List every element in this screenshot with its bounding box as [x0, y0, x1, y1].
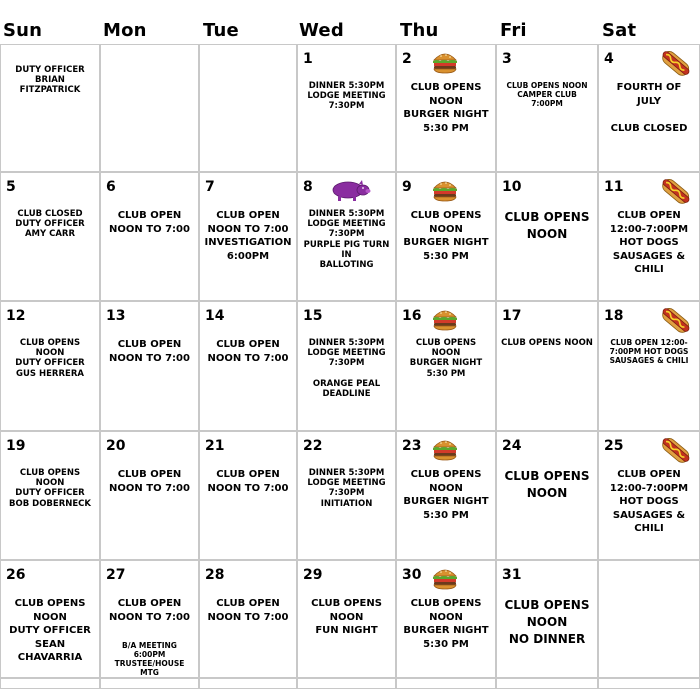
day-cell[interactable]: [100, 172, 199, 301]
day-cell[interactable]: [199, 560, 297, 678]
day-number: 3: [502, 51, 512, 67]
weekday-sun: Sun: [3, 20, 43, 41]
day-number: 22: [303, 438, 323, 454]
day-cell[interactable]: [100, 301, 199, 431]
purple-pig-icon: [328, 178, 372, 206]
event-text: DINNER 5:30PM LODGE MEETING 7:30PM ORANGE PEAL DEADLINE: [307, 338, 386, 399]
event-text: CLUB OPENS NOON: [504, 210, 590, 241]
calendar-grid: [0, 44, 700, 689]
day-cell[interactable]: [396, 560, 496, 678]
weekday-fri: Fri: [500, 20, 527, 41]
event-text: DUTY OFFICER BRIAN FITZPATRICK: [15, 65, 85, 96]
day-cell[interactable]: [598, 44, 700, 172]
event-text: CLUB OPENS NOON: [504, 469, 590, 500]
event-extra-text: B/A MEETING 6:00PM TRUSTEE/HOUSE MTG: [114, 641, 185, 677]
event-text: CLUB OPENS NOON CAMPER CLUB 7:00PM: [506, 81, 588, 108]
day-number: 14: [205, 308, 225, 324]
day-number: 5: [6, 179, 16, 195]
day-number: 25: [604, 438, 624, 454]
day-cell[interactable]: [598, 431, 700, 560]
day-cell[interactable]: [598, 172, 700, 301]
event-text: CLUB OPENS NOON DUTY OFFICER SEAN CHAVARRIA: [9, 598, 91, 663]
event-text: DINNER 5:30PM LODGE MEETING 7:30PM: [307, 81, 386, 112]
day-number: 13: [106, 308, 126, 324]
day-number: 20: [106, 438, 126, 454]
event-text: CLUB OPEN NOON TO 7:00: [109, 469, 190, 494]
day-cell[interactable]: [396, 431, 496, 560]
hamburger-icon: [431, 437, 459, 465]
event-text: CLUB OPENS NOON BURGER NIGHT 5:30 PM: [403, 82, 489, 134]
weekday-mon: Mon: [103, 20, 147, 41]
event-text: CLUB OPENS NOON DUTY OFFICER BOB DOBERNECK: [9, 468, 91, 509]
day-cell: [199, 678, 297, 689]
day-number: 31: [502, 567, 522, 583]
hamburger-icon: [431, 307, 459, 335]
day-cell[interactable]: [100, 431, 199, 560]
event-text: CLUB OPENS NOON BURGER NIGHT 5:30 PM: [403, 210, 489, 262]
day-cell[interactable]: [297, 560, 396, 678]
weekday-tue: Tue: [203, 20, 239, 41]
hotdog-icon: [659, 434, 693, 470]
day-number: 6: [106, 179, 116, 195]
hotdog-icon: [659, 304, 693, 340]
day-cell[interactable]: [199, 431, 297, 560]
day-cell[interactable]: [496, 172, 598, 301]
day-cell[interactable]: [496, 301, 598, 431]
day-cell[interactable]: [496, 431, 598, 560]
day-cell: [0, 678, 100, 689]
day-number: 29: [303, 567, 323, 583]
day-cell[interactable]: [396, 44, 496, 172]
weekday-header: [0, 0, 700, 44]
day-number: 10: [502, 179, 522, 195]
event-text: CLUB OPEN NOON TO 7:00: [207, 598, 289, 623]
event-text: DINNER 5:30PM LODGE MEETING 7:30PM PURPLE PIG TURN IN BALLOTING: [303, 209, 390, 270]
day-number: 27: [106, 567, 126, 583]
event-text: CLUB OPENS NOON NO DINNER: [504, 598, 590, 646]
event-text: CLUB OPENS NOON DUTY OFFICER GUS HERRERA: [15, 338, 85, 379]
day-cell[interactable]: [598, 560, 700, 678]
day-cell: [297, 678, 396, 689]
day-number: 19: [6, 438, 26, 454]
event-text: CLUB OPENS NOON BURGER NIGHT 5:30 PM: [403, 469, 489, 521]
event-text: CLUB OPEN NOON TO 7:00: [109, 339, 190, 364]
day-cell[interactable]: [0, 44, 100, 172]
day-cell[interactable]: [297, 431, 396, 560]
day-number: 9: [402, 179, 412, 195]
day-cell[interactable]: [199, 172, 297, 301]
event-text: CLUB OPENS NOON BURGER NIGHT 5:30 PM: [409, 338, 483, 379]
day-number: 28: [205, 567, 225, 583]
event-text: CLUB CLOSED DUTY OFFICER AMY CARR: [15, 209, 85, 240]
day-cell[interactable]: [199, 44, 297, 172]
day-cell[interactable]: [199, 301, 297, 431]
event-text: CLUB OPEN 12:00-7:00PM HOT DOGS SAUSAGES & CHILI: [609, 210, 689, 275]
weekday-wed: Wed: [299, 20, 344, 41]
event-text: CLUB OPEN NOON TO 7:00: [109, 598, 190, 623]
day-number: 12: [6, 308, 26, 324]
day-number: 26: [6, 567, 26, 583]
day-cell[interactable]: [0, 431, 100, 560]
day-cell[interactable]: [297, 172, 396, 301]
day-number: 16: [402, 308, 422, 324]
day-cell[interactable]: [598, 301, 700, 431]
event-text: DINNER 5:30PM LODGE MEETING 7:30PM INITIATION: [307, 468, 386, 509]
day-cell: [496, 678, 598, 689]
event-text: CLUB OPENS NOON BURGER NIGHT 5:30 PM: [403, 598, 489, 650]
day-cell[interactable]: [0, 172, 100, 301]
event-text: CLUB OPEN NOON TO 7:00: [207, 339, 289, 364]
weekday-sat: Sat: [602, 20, 637, 41]
hotdog-icon: [659, 47, 693, 83]
event-text: CLUB OPEN NOON TO 7:00 INVESTIGATION 6:00PM: [204, 210, 292, 262]
day-cell[interactable]: [0, 301, 100, 431]
day-number: 11: [604, 179, 624, 195]
day-number: 7: [205, 179, 215, 195]
event-text: FOURTH OF JULY CLUB CLOSED: [610, 82, 688, 134]
day-cell: [598, 678, 700, 689]
day-cell[interactable]: [297, 44, 396, 172]
day-cell[interactable]: [396, 301, 496, 431]
day-number: 1: [303, 51, 313, 67]
event-text: CLUB OPENS NOON FUN NIGHT: [311, 598, 382, 636]
day-cell[interactable]: [100, 44, 199, 172]
day-cell[interactable]: [297, 301, 396, 431]
day-cell: [396, 678, 496, 689]
bottom-strip: [0, 678, 700, 689]
day-number: 21: [205, 438, 225, 454]
weekday-thu: Thu: [400, 20, 439, 41]
day-number: 17: [502, 308, 522, 324]
day-number: 15: [303, 308, 323, 324]
day-number: 2: [402, 51, 412, 67]
day-cell: [100, 678, 199, 689]
day-number: 23: [402, 438, 422, 454]
day-number: 8: [303, 179, 313, 195]
day-cell[interactable]: [496, 44, 598, 172]
event-text: CLUB OPEN NOON TO 7:00: [207, 469, 289, 494]
day-number: 24: [502, 438, 522, 454]
day-number: 4: [604, 51, 614, 67]
hotdog-icon: [659, 175, 693, 211]
day-number: 30: [402, 567, 422, 583]
hamburger-icon: [431, 566, 459, 594]
hamburger-icon: [431, 178, 459, 206]
day-cell[interactable]: [100, 560, 199, 678]
day-cell[interactable]: [396, 172, 496, 301]
event-text: CLUB OPEN 12:00- 7:00PM HOT DOGS SAUSAGES & CHILI: [609, 338, 689, 365]
event-text: CLUB OPEN 12:00-7:00PM HOT DOGS SAUSAGES & CHILI: [609, 469, 689, 534]
hamburger-icon: [431, 50, 459, 78]
day-cell[interactable]: [0, 560, 100, 678]
day-cell[interactable]: [496, 560, 598, 678]
event-text: CLUB OPEN NOON TO 7:00: [109, 210, 190, 235]
event-text: CLUB OPENS NOON: [501, 338, 593, 348]
day-number: 18: [604, 308, 624, 324]
